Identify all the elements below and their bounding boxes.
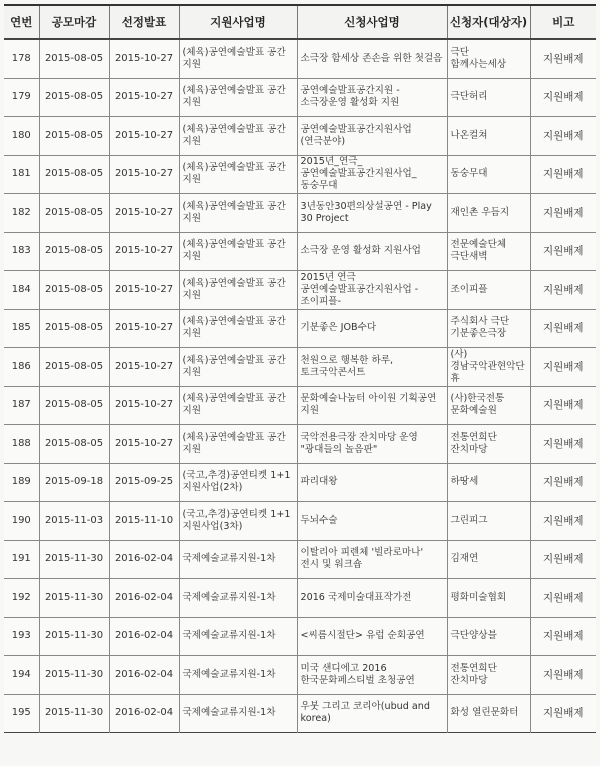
cell-no: 180	[4, 117, 39, 156]
cell-applicant: 극단허리	[447, 78, 530, 117]
cell-announced: 2015-10-27	[109, 117, 179, 156]
cell-project: <씨름시절단> 유럽 순회공연	[297, 617, 447, 656]
cell-announced: 2015-11-10	[109, 502, 179, 541]
header-program: 지원사업명	[179, 5, 297, 39]
cell-announced: 2015-10-27	[109, 78, 179, 117]
cell-deadline: 2015-08-05	[39, 194, 109, 233]
cell-no: 183	[4, 232, 39, 271]
cell-no: 185	[4, 309, 39, 348]
cell-project: 두뇌수술	[297, 502, 447, 541]
cell-program: (체육)공연예술발표 공간 지원	[179, 117, 297, 156]
cell-no: 182	[4, 194, 39, 233]
cell-deadline: 2015-08-05	[39, 78, 109, 117]
cell-project: 파리대왕	[297, 463, 447, 502]
cell-note: 지원배제	[530, 309, 596, 348]
cell-applicant: (사)한국전통 문화예술원	[447, 386, 530, 425]
cell-note: 지원배제	[530, 425, 596, 464]
table-row	[4, 348, 596, 387]
cell-program: (체육)공연예술발표 공간 지원	[179, 348, 297, 387]
header-announced: 선정발표	[109, 5, 179, 39]
cell-announced: 2015-10-27	[109, 39, 179, 78]
cell-project: 국악전용극장 잔치마당 운영 "광대들의 놀음판"	[297, 425, 447, 464]
cell-announced: 2015-10-27	[109, 386, 179, 425]
cell-note: 지원배제	[530, 271, 596, 310]
header-row	[4, 5, 596, 39]
cell-project: 공연예술발표공간지원 - 소극장운영 활성화 지원	[297, 78, 447, 117]
cell-note: 지원배제	[530, 194, 596, 233]
cell-program: (국고,추경)공연티켓 1+1 지원사업(2차)	[179, 463, 297, 502]
header-deadline: 공모마감	[39, 5, 109, 39]
cell-no: 192	[4, 579, 39, 618]
cell-announced: 2015-09-25	[109, 463, 179, 502]
cell-program: 국제예술교류지원-1차	[179, 617, 297, 656]
cell-program: (체육)공연예술발표 공간 지원	[179, 232, 297, 271]
cell-deadline: 2015-08-05	[39, 309, 109, 348]
cell-announced: 2016-02-04	[109, 656, 179, 695]
cell-applicant: 전통연희단 잔치마당	[447, 656, 530, 695]
cell-no: 179	[4, 78, 39, 117]
table-row	[4, 579, 596, 618]
table-row	[4, 39, 596, 78]
cell-announced: 2015-10-27	[109, 425, 179, 464]
table-row	[4, 425, 596, 464]
cell-no: 181	[4, 155, 39, 194]
table-row	[4, 694, 596, 733]
cell-applicant: 극단 함께사는세상	[447, 39, 530, 78]
cell-program: (국고,추경)공연티켓 1+1 지원사업(3차)	[179, 502, 297, 541]
table-row	[4, 78, 596, 117]
table-row	[4, 155, 596, 194]
cell-announced: 2015-10-27	[109, 348, 179, 387]
cell-project: 3년동안30편의상설공연 - Play 30 Project	[297, 194, 447, 233]
cell-no: 189	[4, 463, 39, 502]
cell-program: 국제예술교류지원-1차	[179, 540, 297, 579]
cell-announced: 2015-10-27	[109, 309, 179, 348]
cell-no: 193	[4, 617, 39, 656]
cell-no: 190	[4, 502, 39, 541]
cell-deadline: 2015-08-05	[39, 117, 109, 156]
cell-note: 지원배제	[530, 694, 596, 733]
cell-note: 지원배제	[530, 540, 596, 579]
table-row	[4, 617, 596, 656]
table-body	[4, 39, 596, 733]
cell-program: (체육)공연예술발표 공간 지원	[179, 39, 297, 78]
cell-applicant: 그린피그	[447, 502, 530, 541]
cell-note: 지원배제	[530, 39, 596, 78]
cell-applicant: 전문예술단체 극단새벽	[447, 232, 530, 271]
cell-applicant: 김재연	[447, 540, 530, 579]
table-row	[4, 463, 596, 502]
table-row	[4, 656, 596, 695]
cell-program: 국제예술교류지원-1차	[179, 656, 297, 695]
cell-applicant: 주식회사 극단 기분좋은극장	[447, 309, 530, 348]
cell-program: (체육)공연예술발표 공간 지원	[179, 309, 297, 348]
cell-note: 지원배제	[530, 232, 596, 271]
cell-note: 지원배제	[530, 656, 596, 695]
cell-project: 공연예술발표공간지원사업(연극분야)	[297, 117, 447, 156]
cell-announced: 2016-02-04	[109, 694, 179, 733]
cell-no: 187	[4, 386, 39, 425]
cell-applicant: (사)경남국악관현악단휴	[447, 348, 530, 387]
cell-announced: 2015-10-27	[109, 194, 179, 233]
cell-no: 188	[4, 425, 39, 464]
cell-program: 국제예술교류지원-1차	[179, 694, 297, 733]
table-row	[4, 540, 596, 579]
cell-no: 178	[11, 52, 31, 64]
cell-deadline: 2015-11-03	[39, 502, 109, 541]
cell-program: 국제예술교류지원-1차	[179, 579, 297, 618]
cell-project: 미국 샌디에고 2016 한국문화페스티벌 초청공연	[297, 656, 447, 695]
header-applicant: 신청자(대상자)	[447, 5, 530, 39]
cell-deadline: 2015-08-05	[39, 232, 109, 271]
cell-program: (체육)공연예술발표 공간 지원	[179, 271, 297, 310]
cell-applicant: 하땅세	[447, 463, 530, 502]
cell-note: 지원배제	[530, 386, 596, 425]
cell-note: 지원배제	[530, 463, 596, 502]
cell-applicant: 평화미술협회	[447, 579, 530, 618]
cell-no: 195	[4, 694, 39, 733]
cell-applicant: 조이피플	[447, 271, 530, 310]
cell-project: 소극장 운영 활성화 지원사업	[297, 232, 447, 271]
cell-deadline: 2015-08-05	[39, 386, 109, 425]
table-row	[4, 502, 596, 541]
cell-program: (체육)공연예술발표 공간 지원	[179, 386, 297, 425]
cell-applicant: 극단양상블	[447, 617, 530, 656]
header-no: 연번	[4, 5, 39, 39]
table-row	[4, 194, 596, 233]
cell-project: 문화예술나눔터 아이원 기획공연 지원	[297, 386, 447, 425]
table-row	[4, 232, 596, 271]
cell-deadline: 2015-11-30	[39, 540, 109, 579]
table-row	[4, 309, 596, 348]
table-row	[4, 386, 596, 425]
cell-deadline: 2015-11-30	[39, 579, 109, 618]
cell-project: 소극장 함세상 존손을 위한 첫걸음	[297, 39, 447, 78]
cell-announced: 2016-02-04	[109, 579, 179, 618]
table-row	[4, 271, 596, 310]
cell-announced: 2015-10-27	[109, 155, 179, 194]
cell-deadline: 2015-11-30	[39, 617, 109, 656]
cell-no: 194	[4, 656, 39, 695]
cell-deadline: 2015-08-05	[39, 348, 109, 387]
cell-project: 기분좋은 JOB수다	[297, 309, 447, 348]
cell-applicant: 나온컬쳐	[447, 117, 530, 156]
cell-note: 지원배제	[530, 117, 596, 156]
cell-announced: 2016-02-04	[109, 617, 179, 656]
cell-program: (체육)공연예술발표 공간 지원	[179, 425, 297, 464]
header-project: 신청사업명	[297, 5, 447, 39]
cell-project: 천원으로 행복한 하루, 토크국악콘서트	[297, 348, 447, 387]
cell-note: 지원배제	[530, 502, 596, 541]
cell-deadline: 2015-11-30	[39, 694, 109, 733]
cell-applicant: 재인촌 우듬지	[447, 194, 530, 233]
table-row	[4, 117, 596, 156]
header-note: 비고	[530, 5, 596, 39]
cell-note: 지원배제	[530, 579, 596, 618]
cell-deadline: 2015-08-05	[39, 425, 109, 464]
cell-note: 지원배제	[530, 78, 596, 117]
cell-program: (체육)공연예술발표 공간 지원	[179, 194, 297, 233]
cell-deadline: 2015-08-05	[39, 155, 109, 194]
cell-no: 184	[4, 271, 39, 310]
cell-announced: 2016-02-04	[109, 540, 179, 579]
cell-deadline: 2015-08-05	[39, 271, 109, 310]
cell-no: 186	[4, 348, 39, 387]
cell-project: 이탈리아 피렌체 '빌라로마나' 전시 및 워크숍	[297, 540, 447, 579]
cell-project: 2016 국제미술대표작가전	[297, 579, 447, 618]
cell-applicant: 화성 열린문화터	[447, 694, 530, 733]
cell-project: 우붓 그리고 코리아(ubud and korea)	[297, 694, 447, 733]
cell-note: 지원배제	[530, 155, 596, 194]
cell-note: 지원배제	[530, 348, 596, 387]
cell-deadline: 2015-09-18	[39, 463, 109, 502]
cell-program: (체육)공연예술발표 공간 지원	[179, 78, 297, 117]
cell-program: (체육)공연예술발표 공간 지원	[179, 155, 297, 194]
cell-project: 2015년 연극 공연예술발표공간지원사업 -조이피플-	[297, 271, 447, 310]
cell-project: 2015년_연극_공연예술발표공간지원사업_동숭무대	[297, 155, 447, 194]
cell-applicant: 동숭무대	[447, 155, 530, 194]
cell-announced: 2015-10-27	[109, 232, 179, 271]
cell-applicant: 전통연희단 잔치마당	[447, 425, 530, 464]
cell-announced: 2015-10-27	[109, 271, 179, 310]
cell-deadline: 2015-11-30	[39, 656, 109, 695]
cell-deadline: 2015-08-05	[39, 39, 109, 78]
cell-no: 191	[4, 540, 39, 579]
cell-note: 지원배제	[530, 617, 596, 656]
support-exclusion-table	[4, 4, 596, 733]
